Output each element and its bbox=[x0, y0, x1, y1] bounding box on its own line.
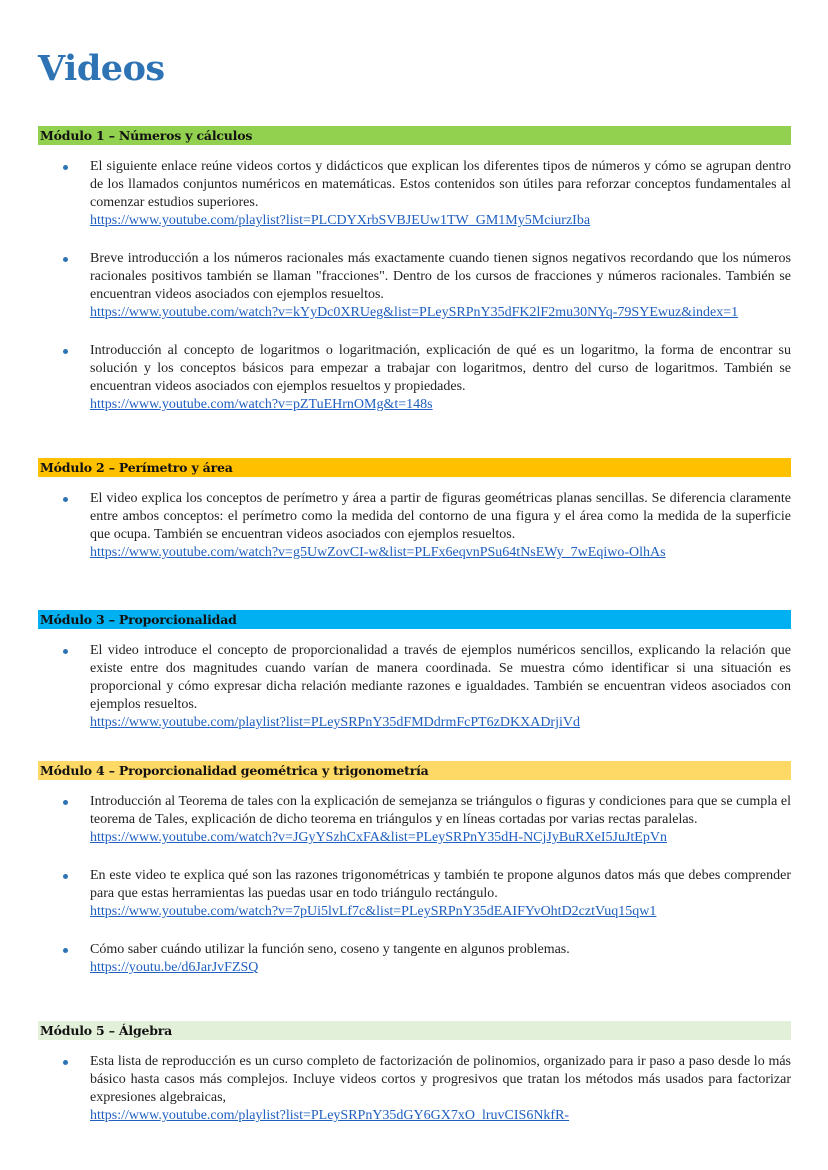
bullet-icon bbox=[63, 257, 68, 262]
item-text: Introducción al concepto de logaritmos o logaritmación, explicación de qué es un logaritmo, la forma de encontrar su solución y los conceptos básicos para empezar a trabajar con logaritmos, dentro del curso de logaritmos. También se encuentran videos asociados con ejemplos resueltos y propiedades. bbox=[90, 343, 791, 394]
module-5-section bbox=[38, 1021, 791, 1125]
module-3-list bbox=[38, 642, 791, 732]
bullet-icon bbox=[63, 800, 68, 805]
item-text: El siguiente enlace reúne videos cortos y didácticos que explican los diferentes tipos de números y cómo se agrupan dentro de los llamados conjuntos numéricos en matemáticas. Estos contenidos son útiles para reforzar conceptos fundamentales al comenzar estudios superiores. bbox=[90, 159, 791, 210]
list-item bbox=[38, 642, 791, 732]
list-item bbox=[38, 793, 791, 847]
page-title: Videos bbox=[38, 48, 165, 89]
list-item bbox=[38, 941, 791, 977]
video-link[interactable]: https://www.youtube.com/watch?v=pZTuEHrnOMg&t=148s bbox=[90, 397, 433, 412]
item-text: Breve introducción a los números racionales más exactamente cuando tienen signos negativos recordando que los números racionales positivos también se llaman "fracciones". Dentro de los cursos de fracciones y números racionales. También se encuentran videos asociados con ejemplos resueltos. bbox=[90, 251, 791, 302]
module-5-list bbox=[38, 1053, 791, 1125]
module-2-list bbox=[38, 490, 791, 562]
module-3-heading: Módulo 3 – Proporcionalidad bbox=[38, 610, 791, 629]
item-text: Cómo saber cuándo utilizar la función seno, coseno y tangente en algunos problemas. bbox=[90, 942, 570, 957]
video-link[interactable]: https://www.youtube.com/playlist?list=PLeySRPnY35dGY6GX7xO_lruvCIS6NkfR- bbox=[90, 1108, 570, 1123]
video-link[interactable]: https://www.youtube.com/watch?v=kYyDc0XRUeg&list=PLeySRPnY35dFK2lF2mu30NYq-79SYEwuz&index=1 bbox=[90, 305, 739, 320]
bullet-icon bbox=[63, 1060, 68, 1065]
bullet-icon bbox=[63, 649, 68, 654]
module-1-heading: Módulo 1 – Números y cálculos bbox=[38, 126, 791, 145]
module-4-heading: Módulo 4 – Proporcionalidad geométrica y trigonometría bbox=[38, 761, 791, 780]
list-item bbox=[38, 158, 791, 230]
video-link[interactable]: https://www.youtube.com/watch?v=g5UwZovCI-w&list=PLFx6eqvnPSu64tNsEWy_7wEqiwo-OlhAs bbox=[90, 545, 666, 560]
module-1-list bbox=[38, 158, 791, 414]
module-2-heading: Módulo 2 – Perímetro y área bbox=[38, 458, 791, 477]
item-text: Introducción al Teorema de tales con la explicación de semejanza se triángulos o figuras y condiciones para que se cumpla el teorema de Tales, explicación de dicho teorema en triángulos y en líneas cortadas por varias rectas paralelas. bbox=[90, 794, 791, 827]
bullet-icon bbox=[63, 948, 68, 953]
video-link[interactable]: https://www.youtube.com/watch?v=7pUi5lvLf7c&list=PLeySRPnY35dEAIFYvOhtD2cztVuq15qw1 bbox=[90, 904, 657, 919]
list-item bbox=[38, 250, 791, 322]
video-link[interactable]: https://youtu.be/d6JarJvFZSQ bbox=[90, 960, 259, 975]
list-item bbox=[38, 867, 791, 921]
module-5-heading: Módulo 5 – Álgebra bbox=[38, 1021, 791, 1040]
item-text: Esta lista de reproducción es un curso completo de factorización de polinomios, organizado para ir paso a paso desde lo más básico hasta casos más complejos. Incluye videos cortos y progresivos que tratan los métodos más usados para factorizar expresiones algebraicas, bbox=[90, 1054, 791, 1105]
bullet-icon bbox=[63, 165, 68, 170]
video-link[interactable]: https://www.youtube.com/playlist?list=PLCDYXrbSVBJEUw1TW_GM1My5MciurzIba bbox=[90, 213, 591, 228]
video-link[interactable]: https://www.youtube.com/playlist?list=PLeySRPnY35dFMDdrmFcPT6zDKXADrjiVd bbox=[90, 715, 580, 730]
bullet-icon bbox=[63, 874, 68, 879]
module-4-section bbox=[38, 761, 791, 977]
module-4-list bbox=[38, 793, 791, 977]
video-link[interactable]: https://www.youtube.com/watch?v=JGyYSzhCxFA&list=PLeySRPnY35dH-NCjJyBuRXeI5JuJtEpVn bbox=[90, 830, 667, 845]
module-1-section bbox=[38, 126, 791, 414]
item-text: El video explica los conceptos de perímetro y área a partir de figuras geométricas planas sencillas. Se diferencia claramente entre ambos conceptos: el perímetro como la medida del contorno de una figura y el área como la medida de la superficie que ocupa. También se encuentran videos asociados con ejemplos resueltos. bbox=[90, 491, 791, 542]
module-2-section bbox=[38, 458, 791, 562]
module-3-section bbox=[38, 610, 791, 732]
item-text: El video introduce el concepto de proporcionalidad a través de ejemplos numéricos sencillos, explicando la relación que existe entre dos magnitudes cuando varían de manera coordinada. Se muestra cómo identificar si una situación es proporcional y cómo expresar dicha relación mediante razones e igualdades. También se encuentran videos asociados con ejemplos resueltos. bbox=[90, 643, 791, 712]
list-item bbox=[38, 1053, 791, 1125]
list-item bbox=[38, 490, 791, 562]
bullet-icon bbox=[63, 349, 68, 354]
item-text: En este video te explica qué son las razones trigonométricas y también te propone algunos datos más que debes comprender para que estas herramientas las puedas usar en todo triángulo rectángulo. bbox=[90, 868, 791, 901]
list-item bbox=[38, 342, 791, 414]
bullet-icon bbox=[63, 497, 68, 502]
